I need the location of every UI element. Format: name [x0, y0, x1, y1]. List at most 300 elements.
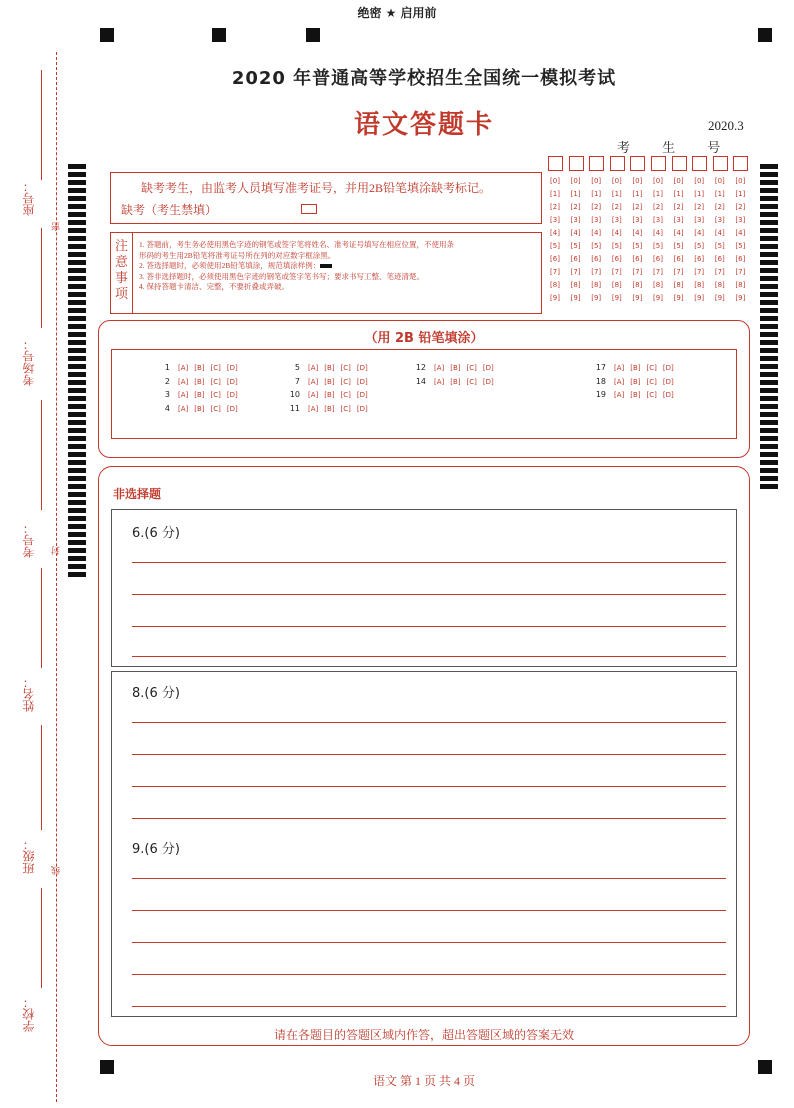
timing-mark: [760, 476, 778, 481]
question-number: 4: [164, 403, 170, 413]
timing-mark: [760, 460, 778, 465]
timing-mark: [68, 364, 86, 369]
answer-bubble[interactable]: [A]: [614, 391, 625, 399]
binding-line: [41, 725, 42, 830]
notes-box: [110, 232, 542, 314]
timing-mark: [760, 396, 778, 401]
question-row: [412, 363, 500, 373]
question-row: [156, 404, 244, 414]
answer-box-q6[interactable]: [111, 509, 737, 667]
timing-mark: [760, 252, 778, 257]
timing-mark: [68, 572, 86, 577]
timing-mark: [68, 460, 86, 465]
seal-mark: 封: [52, 546, 62, 555]
timing-mark: [760, 308, 778, 313]
exam-id-bubble[interactable]: [ 2 ]: [732, 203, 748, 211]
exam-id-bubble[interactable]: [ 5 ]: [609, 242, 625, 250]
exam-id-write-box[interactable]: [548, 156, 563, 171]
seal-mark: 密: [52, 222, 62, 231]
question-number: 2: [164, 376, 170, 386]
answer-bubble[interactable]: [B]: [324, 364, 335, 372]
exam-id-bubble[interactable]: [ 1 ]: [629, 190, 645, 198]
absent-label: 缺考（考生禁填）: [121, 203, 218, 217]
answer-bubble[interactable]: [D]: [226, 404, 238, 413]
exam-id-bubble[interactable]: [ 2 ]: [650, 203, 666, 211]
absent-instruction: 缺考考生，由监考人员填写准考证号，并用2B铅笔填涂缺考标记。: [141, 181, 492, 195]
answer-bubble[interactable]: [B]: [450, 377, 461, 386]
exam-id-bubble[interactable]: [ 3 ]: [650, 216, 666, 224]
timing-mark: [760, 300, 778, 305]
exam-id-bubble[interactable]: [ 7 ]: [671, 268, 687, 276]
question-row: [156, 363, 244, 373]
exam-id-bubble[interactable]: [ 9 ]: [588, 294, 604, 302]
exam-id-write-box[interactable]: [672, 156, 687, 171]
answer-bubble[interactable]: [B]: [194, 364, 205, 372]
question-row: [592, 390, 680, 400]
exam-id-bubble[interactable]: [ 2 ]: [588, 203, 604, 211]
exam-id-bubble[interactable]: [ 3 ]: [568, 216, 584, 224]
exam-id-bubble[interactable]: [ 6 ]: [650, 255, 666, 263]
exam-id-bubble[interactable]: [ 7 ]: [547, 268, 563, 276]
exam-id-bubble[interactable]: [ 5 ]: [671, 242, 687, 250]
exam-id-write-box[interactable]: [630, 156, 645, 171]
timing-mark: [760, 172, 778, 177]
exam-id-bubble[interactable]: [ 8 ]: [712, 281, 728, 289]
exam-id-bubble[interactable]: [ 4 ]: [588, 229, 604, 237]
writing-line: [132, 974, 726, 975]
objective-answer-area: [111, 349, 737, 439]
exam-id-bubble[interactable]: [ 2 ]: [629, 203, 645, 211]
question-number: 11: [289, 403, 300, 413]
timing-mark: [68, 180, 86, 185]
exam-id-bubble[interactable]: [ 2 ]: [671, 203, 687, 211]
exam-id-bubble[interactable]: [ 4 ]: [671, 229, 687, 237]
exam-id-bubble[interactable]: [ 8 ]: [568, 281, 584, 289]
exam-id-bubble[interactable]: [ 9 ]: [712, 294, 728, 302]
timing-mark: [68, 372, 86, 377]
exam-id-bubble[interactable]: [ 6 ]: [712, 255, 728, 263]
answer-bubble[interactable]: [C]: [646, 377, 657, 386]
question-number: 18: [595, 376, 606, 386]
exam-id-bubble[interactable]: [ 3 ]: [732, 216, 748, 224]
answer-bubble[interactable]: [A]: [178, 404, 189, 413]
timing-mark: [68, 548, 86, 553]
timing-mark: [68, 316, 86, 321]
timing-mark: [68, 172, 86, 177]
exam-id-bubble[interactable]: [ 3 ]: [588, 216, 604, 224]
timing-mark: [68, 516, 86, 521]
writing-line: [132, 722, 726, 723]
writing-line: [132, 786, 726, 787]
seat-label: 座号：: [22, 180, 36, 216]
answer-bubble[interactable]: [B]: [194, 377, 205, 386]
exam-id-bubble[interactable]: [ 2 ]: [691, 203, 707, 211]
writing-line: [132, 878, 726, 879]
exam-id-bubble[interactable]: [ 6 ]: [629, 255, 645, 263]
answer-bubble[interactable]: [D]: [356, 364, 368, 372]
exam-id-bubble[interactable]: [ 0 ]: [691, 177, 707, 185]
exam-id-bubble[interactable]: [ 5 ]: [650, 242, 666, 250]
timing-mark: [760, 164, 778, 169]
answer-bubble[interactable]: [D]: [356, 391, 368, 399]
exam-id-bubble[interactable]: [ 1 ]: [671, 190, 687, 198]
answer-bubble[interactable]: [D]: [662, 364, 674, 372]
timing-mark: [760, 276, 778, 281]
timing-mark: [68, 492, 86, 497]
timing-mark: [760, 188, 778, 193]
answer-bubble[interactable]: [B]: [194, 404, 205, 413]
exam-id-bubble[interactable]: [ 4 ]: [732, 229, 748, 237]
timing-mark: [68, 508, 86, 513]
answer-bubble[interactable]: [D]: [662, 377, 674, 386]
question-6-label: 6.(6 分): [132, 526, 180, 541]
exam-number-label: 考号：: [22, 522, 36, 558]
timing-mark: [68, 436, 86, 441]
timing-mark: [760, 220, 778, 225]
exam-id-bubble[interactable]: [ 1 ]: [609, 190, 625, 198]
question-number: 3: [164, 390, 170, 399]
answer-bubble[interactable]: [A]: [178, 377, 189, 386]
exam-id-bubble[interactable]: [ 7 ]: [568, 268, 584, 276]
timing-mark: [760, 388, 778, 393]
exam-date: 2020.3: [708, 118, 744, 133]
timing-mark: [760, 204, 778, 209]
answer-bubble[interactable]: [C]: [210, 377, 221, 386]
exam-id-bubble[interactable]: [ 5 ]: [712, 242, 728, 250]
exam-id-write-box[interactable]: [589, 156, 604, 171]
timing-mark: [760, 372, 778, 377]
exam-id-bubble[interactable]: [ 0 ]: [609, 177, 625, 185]
exam-id-bubble[interactable]: [ 8 ]: [650, 281, 666, 289]
timing-mark: [760, 292, 778, 297]
timing-mark: [68, 476, 86, 481]
answer-bubble[interactable]: [A]: [308, 377, 319, 386]
answer-bubble[interactable]: [A]: [614, 364, 625, 372]
exam-id-bubble[interactable]: [ 2 ]: [609, 203, 625, 211]
question-row: [286, 377, 374, 387]
answer-bubble[interactable]: [C]: [646, 364, 657, 372]
exam-id-bubble[interactable]: [ 1 ]: [547, 190, 563, 198]
note-item: 1. 答题前，考生务必使用黑色字迹的钢笔或签字笔将姓名、准考证号填写在相应位置，不使用条: [139, 240, 454, 249]
answer-bubble[interactable]: [C]: [340, 404, 351, 413]
exam-id-write-box[interactable]: [713, 156, 728, 171]
binding-dashed-line: [56, 52, 57, 1102]
card-title: 语文答题卡: [353, 110, 494, 140]
question-number: 10: [289, 390, 300, 399]
timing-mark: [68, 292, 86, 297]
timing-mark: [68, 356, 86, 361]
exam-id-bubble[interactable]: [ 4 ]: [712, 229, 728, 237]
page-footer: 语文 第 1 页 共 4 页: [372, 1074, 475, 1088]
timing-mark: [68, 276, 86, 281]
question-row: [156, 377, 244, 387]
answer-bubble[interactable]: [B]: [450, 364, 461, 372]
seal-mark: 线: [52, 866, 62, 875]
timing-mark: [760, 236, 778, 241]
exam-id-bubble[interactable]: [ 7 ]: [712, 268, 728, 276]
exam-id-bubble[interactable]: [ 9 ]: [650, 294, 666, 302]
question-row: [286, 363, 374, 373]
writing-line: [132, 942, 726, 943]
exam-id-label: 考 生 号: [617, 141, 735, 156]
answer-bubble[interactable]: [A]: [308, 404, 319, 413]
timing-mark: [68, 412, 86, 417]
exam-id-bubble[interactable]: [ 4 ]: [609, 229, 625, 237]
exam-id-bubble[interactable]: [ 4 ]: [547, 229, 563, 237]
answer-bubble[interactable]: [C]: [210, 404, 221, 413]
exam-id-bubble[interactable]: [ 7 ]: [650, 268, 666, 276]
answer-bubble[interactable]: [C]: [646, 391, 657, 399]
exam-id-bubble[interactable]: [ 0 ]: [629, 177, 645, 185]
exam-id-bubble[interactable]: [ 0 ]: [712, 177, 728, 185]
note-item: 3. 答非选择题时，必须使用黑色字迹的钢笔或签字笔书写；要求书写工整、笔迹清楚。: [139, 271, 424, 281]
question-number: 19: [595, 390, 606, 399]
timing-mark: [68, 244, 86, 249]
timing-mark: [760, 444, 778, 449]
writing-line: [132, 562, 726, 563]
timing-mark: [68, 260, 86, 265]
alignment-mark: [100, 28, 114, 42]
writing-line: [132, 594, 726, 595]
timing-mark: [68, 348, 86, 353]
confidential-label: 绝密 ★ 启用前: [357, 6, 437, 20]
writing-line: [132, 656, 726, 657]
exam-id-bubble[interactable]: [ 3 ]: [547, 216, 563, 224]
timing-mark: [68, 332, 86, 337]
exam-id-bubble[interactable]: [ 8 ]: [588, 281, 604, 289]
exam-id-write-box[interactable]: [651, 156, 666, 171]
exam-id-bubble[interactable]: [ 6 ]: [547, 255, 563, 263]
answer-bubble[interactable]: [B]: [324, 391, 335, 399]
timing-mark: [68, 228, 86, 233]
timing-mark: [68, 420, 86, 425]
answer-bubble[interactable]: [A]: [178, 364, 189, 372]
exam-id-bubble[interactable]: [ 5 ]: [588, 242, 604, 250]
exam-id-bubble[interactable]: [ 5 ]: [547, 242, 563, 250]
question-row: [412, 377, 500, 387]
exam-id-bubble[interactable]: [ 0 ]: [588, 177, 604, 185]
exam-id-bubble[interactable]: [ 5 ]: [629, 242, 645, 250]
timing-mark: [760, 196, 778, 201]
exam-id-bubble[interactable]: [ 9 ]: [671, 294, 687, 302]
exam-id-bubble[interactable]: [ 8 ]: [609, 281, 625, 289]
answer-bubble[interactable]: [D]: [226, 391, 238, 399]
timing-mark: [68, 268, 86, 273]
timing-mark: [760, 484, 778, 489]
exam-id-bubble[interactable]: [ 3 ]: [671, 216, 687, 224]
exam-id-bubble[interactable]: [ 8 ]: [629, 281, 645, 289]
exam-id-bubble[interactable]: [ 5 ]: [691, 242, 707, 250]
exam-id-write-box[interactable]: [692, 156, 707, 171]
exam-id-bubble[interactable]: [ 1 ]: [568, 190, 584, 198]
question-number: 14: [415, 376, 426, 386]
exam-id-bubble[interactable]: [ 9 ]: [609, 294, 625, 302]
timing-mark: [68, 428, 86, 433]
alignment-mark: [758, 28, 772, 42]
exam-id-write-box[interactable]: [733, 156, 748, 171]
timing-mark: [760, 260, 778, 265]
exam-id-write-box[interactable]: [569, 156, 584, 171]
exam-id-bubble[interactable]: [ 2 ]: [568, 203, 584, 211]
notes-heading: 注 意 事 项: [111, 233, 133, 313]
exam-id-bubble[interactable]: [ 9 ]: [691, 294, 707, 302]
timing-mark: [68, 564, 86, 569]
timing-mark: [760, 332, 778, 337]
exam-id-bubble[interactable]: [ 6 ]: [732, 255, 748, 263]
exam-id-bubble[interactable]: [ 4 ]: [691, 229, 707, 237]
timing-mark: [68, 388, 86, 393]
timing-mark: [760, 244, 778, 249]
answer-bubble[interactable]: [D]: [482, 377, 494, 386]
exam-id-bubble[interactable]: [ 5 ]: [732, 242, 748, 250]
exam-id-bubble[interactable]: [ 5 ]: [568, 242, 584, 250]
answer-bubble[interactable]: [A]: [308, 391, 319, 399]
absent-checkbox[interactable]: [301, 204, 317, 214]
timing-mark: [760, 404, 778, 409]
exam-id-bubble[interactable]: [ 9 ]: [629, 294, 645, 302]
answer-bubble[interactable]: [A]: [434, 364, 445, 372]
exam-id-bubble[interactable]: [ 6 ]: [588, 255, 604, 263]
answer-bubble[interactable]: [B]: [324, 377, 335, 386]
timing-mark: [68, 484, 86, 489]
exam-id-bubble[interactable]: [ 8 ]: [732, 281, 748, 289]
timing-mark: [68, 164, 86, 169]
objective-heading: （用 2B 铅笔填涂）: [364, 331, 484, 346]
absent-box: [110, 172, 542, 224]
exam-id-bubble[interactable]: [ 4 ]: [568, 229, 584, 237]
timing-mark: [760, 364, 778, 369]
answer-bubble[interactable]: [C]: [466, 377, 477, 386]
answer-bubble[interactable]: [A]: [614, 377, 625, 386]
answer-bubble[interactable]: [D]: [482, 364, 494, 372]
timing-mark: [760, 412, 778, 417]
timing-mark: [68, 404, 86, 409]
answer-area-warning: 请在各题目的答题区域内作答，超出答题区域的答案无效: [273, 1028, 574, 1042]
exam-id-bubble[interactable]: [ 6 ]: [609, 255, 625, 263]
answer-bubble[interactable]: [B]: [324, 404, 335, 413]
answer-bubble[interactable]: [C]: [340, 377, 351, 386]
timing-mark: [68, 380, 86, 385]
timing-mark: [68, 500, 86, 505]
exam-id-bubble[interactable]: [ 0 ]: [547, 177, 563, 185]
exam-id-bubble[interactable]: [ 7 ]: [732, 268, 748, 276]
exam-id-bubble[interactable]: [ 8 ]: [671, 281, 687, 289]
timing-mark: [760, 356, 778, 361]
exam-id-bubble[interactable]: [ 3 ]: [629, 216, 645, 224]
answer-bubble[interactable]: [B]: [630, 377, 641, 386]
timing-mark: [760, 324, 778, 329]
exam-id-bubble[interactable]: [ 7 ]: [629, 268, 645, 276]
answer-bubble[interactable]: [D]: [356, 377, 368, 386]
answer-bubble[interactable]: [D]: [226, 364, 238, 372]
exam-id-bubble[interactable]: [ 0 ]: [671, 177, 687, 185]
exam-id-bubble[interactable]: [ 1 ]: [691, 190, 707, 198]
timing-mark: [68, 324, 86, 329]
exam-id-bubble[interactable]: [ 7 ]: [609, 268, 625, 276]
exam-id-bubble[interactable]: [ 9 ]: [732, 294, 748, 302]
answer-bubble[interactable]: [C]: [466, 364, 477, 372]
answer-bubble[interactable]: [A]: [308, 364, 319, 372]
timing-mark: [68, 204, 86, 209]
timing-marks-left: [68, 164, 86, 580]
exam-id-bubble[interactable]: [ 1 ]: [588, 190, 604, 198]
answer-bubble[interactable]: [B]: [630, 364, 641, 372]
subjective-heading: 非选择题: [113, 487, 162, 501]
exam-id-bubble[interactable]: [ 0 ]: [732, 177, 748, 185]
answer-bubble[interactable]: [B]: [630, 391, 641, 399]
exam-id-bubble[interactable]: [ 1 ]: [712, 190, 728, 198]
exam-id-bubble[interactable]: [ 4 ]: [650, 229, 666, 237]
answer-bubble[interactable]: [C]: [340, 364, 351, 372]
answer-bubble[interactable]: [C]: [340, 391, 351, 399]
exam-id-bubble[interactable]: [ 3 ]: [609, 216, 625, 224]
exam-id-bubble[interactable]: [ 6 ]: [568, 255, 584, 263]
exam-id-bubble[interactable]: [ 3 ]: [691, 216, 707, 224]
notes-list: [139, 240, 537, 293]
exam-id-bubble[interactable]: [ 0 ]: [650, 177, 666, 185]
timing-mark: [68, 340, 86, 345]
exam-id-bubble[interactable]: [ 9 ]: [547, 294, 563, 302]
answer-bubble[interactable]: [D]: [226, 377, 238, 386]
answer-bubble[interactable]: [A]: [434, 377, 445, 386]
exam-title: 2020 年普通高等学校招生全国统一模拟考试: [231, 68, 617, 89]
alignment-mark: [212, 28, 226, 42]
timing-mark: [68, 556, 86, 561]
exam-id-bubble[interactable]: [ 1 ]: [732, 190, 748, 198]
timing-mark: [760, 180, 778, 185]
answer-box-q8-q9[interactable]: [111, 671, 737, 1017]
exam-id-bubble[interactable]: [ 6 ]: [671, 255, 687, 263]
timing-mark: [760, 380, 778, 385]
exam-id-bubble[interactable]: [ 0 ]: [568, 177, 584, 185]
exam-id-bubble[interactable]: [ 2 ]: [712, 203, 728, 211]
timing-mark: [760, 340, 778, 345]
exam-id-write-box[interactable]: [610, 156, 625, 171]
timing-mark: [760, 420, 778, 425]
exam-id-bubble[interactable]: [ 8 ]: [547, 281, 563, 289]
answer-bubble[interactable]: [D]: [662, 391, 674, 399]
answer-bubble[interactable]: [C]: [210, 364, 221, 372]
exam-id-bubble[interactable]: [ 8 ]: [691, 281, 707, 289]
timing-mark: [760, 268, 778, 273]
answer-bubble[interactable]: [C]: [210, 391, 221, 399]
exam-room-label: 考场号：: [22, 338, 36, 386]
timing-mark: [760, 436, 778, 441]
question-number: 12: [415, 363, 426, 372]
timing-mark: [68, 236, 86, 241]
timing-mark: [68, 532, 86, 537]
exam-id-bubble[interactable]: [ 4 ]: [629, 229, 645, 237]
timing-mark: [68, 524, 86, 529]
exam-id-bubble[interactable]: [ 2 ]: [547, 203, 563, 211]
timing-mark: [68, 252, 86, 257]
answer-bubble[interactable]: [A]: [178, 391, 189, 399]
question-row: [286, 404, 374, 414]
exam-id-bubble[interactable]: [ 3 ]: [712, 216, 728, 224]
answer-bubble[interactable]: [B]: [194, 391, 205, 399]
writing-line: [132, 818, 726, 819]
exam-id-bubble[interactable]: [ 7 ]: [588, 268, 604, 276]
timing-mark: [68, 396, 86, 401]
answer-bubble[interactable]: [D]: [356, 404, 368, 413]
exam-id-bubble[interactable]: [ 1 ]: [650, 190, 666, 198]
binding-line: [41, 568, 42, 668]
exam-id-bubble[interactable]: [ 9 ]: [568, 294, 584, 302]
writing-line: [132, 754, 726, 755]
timing-mark: [760, 316, 778, 321]
exam-id-bubble[interactable]: [ 7 ]: [691, 268, 707, 276]
exam-id-bubble[interactable]: [ 6 ]: [691, 255, 707, 263]
